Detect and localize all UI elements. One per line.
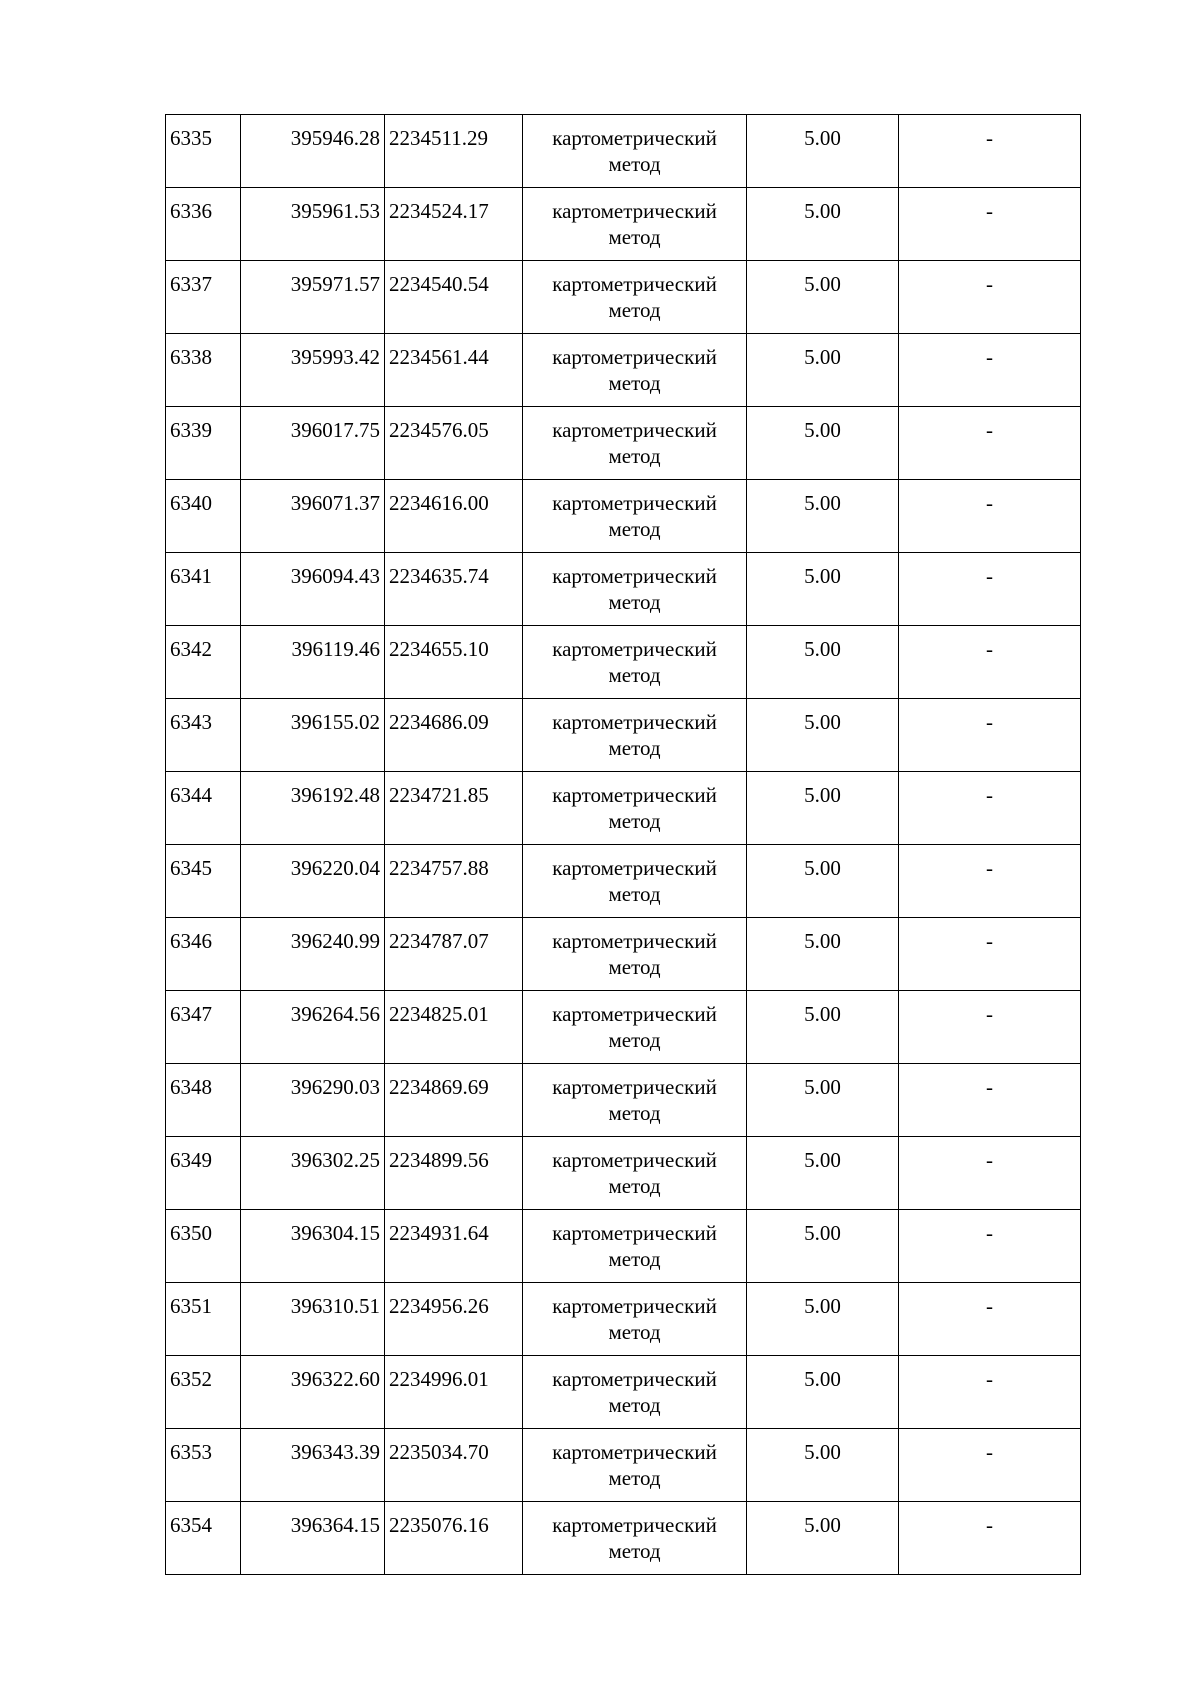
point-number-cell: 6344 <box>166 772 241 845</box>
x-coordinate-cell: 396322.60 <box>241 1356 385 1429</box>
description-cell: - <box>899 480 1081 553</box>
y-coordinate-cell: 2234686.09 <box>385 699 523 772</box>
y-coordinate-cell: 2234635.74 <box>385 553 523 626</box>
x-coordinate-cell: 396017.75 <box>241 407 385 480</box>
method-cell: картометрический метод <box>523 480 747 553</box>
point-number-cell: 6348 <box>166 1064 241 1137</box>
x-coordinate-cell: 396264.56 <box>241 991 385 1064</box>
y-coordinate-cell: 2234721.85 <box>385 772 523 845</box>
accuracy-cell: 5.00 <box>747 845 899 918</box>
y-coordinate-cell: 2234576.05 <box>385 407 523 480</box>
description-cell: - <box>899 845 1081 918</box>
point-number-cell: 6342 <box>166 626 241 699</box>
table-row <box>166 115 1081 188</box>
method-cell: картометрический метод <box>523 1283 747 1356</box>
table-row <box>166 626 1081 699</box>
table-row <box>166 1137 1081 1210</box>
method-cell: картометрический метод <box>523 1502 747 1575</box>
point-number-cell: 6336 <box>166 188 241 261</box>
table-row <box>166 1283 1081 1356</box>
description-cell: - <box>899 699 1081 772</box>
accuracy-cell: 5.00 <box>747 918 899 991</box>
table-row <box>166 918 1081 991</box>
description-cell: - <box>899 334 1081 407</box>
method-cell: картометрический метод <box>523 991 747 1064</box>
x-coordinate-cell: 395946.28 <box>241 115 385 188</box>
point-number-cell: 6340 <box>166 480 241 553</box>
x-coordinate-cell: 396343.39 <box>241 1429 385 1502</box>
y-coordinate-cell: 2234787.07 <box>385 918 523 991</box>
table-row <box>166 991 1081 1064</box>
method-cell: картометрический метод <box>523 845 747 918</box>
x-coordinate-cell: 396155.02 <box>241 699 385 772</box>
point-number-cell: 6354 <box>166 1502 241 1575</box>
point-number-cell: 6353 <box>166 1429 241 1502</box>
table-row <box>166 1429 1081 1502</box>
table-row <box>166 1502 1081 1575</box>
table-row <box>166 845 1081 918</box>
method-cell: картометрический метод <box>523 188 747 261</box>
point-number-cell: 6335 <box>166 115 241 188</box>
method-cell: картометрический метод <box>523 1210 747 1283</box>
table-row <box>166 407 1081 480</box>
table-row <box>166 1210 1081 1283</box>
description-cell: - <box>899 1210 1081 1283</box>
accuracy-cell: 5.00 <box>747 1356 899 1429</box>
description-cell: - <box>899 1356 1081 1429</box>
y-coordinate-cell: 2234869.69 <box>385 1064 523 1137</box>
x-coordinate-cell: 395971.57 <box>241 261 385 334</box>
accuracy-cell: 5.00 <box>747 1283 899 1356</box>
x-coordinate-cell: 396290.03 <box>241 1064 385 1137</box>
description-cell: - <box>899 918 1081 991</box>
table-row <box>166 553 1081 626</box>
y-coordinate-cell: 2234956.26 <box>385 1283 523 1356</box>
x-coordinate-cell: 396119.46 <box>241 626 385 699</box>
method-cell: картометрический метод <box>523 918 747 991</box>
y-coordinate-cell: 2235034.70 <box>385 1429 523 1502</box>
accuracy-cell: 5.00 <box>747 115 899 188</box>
table-row <box>166 1356 1081 1429</box>
y-coordinate-cell: 2234931.64 <box>385 1210 523 1283</box>
x-coordinate-cell: 396304.15 <box>241 1210 385 1283</box>
coordinates-table-body <box>166 115 1081 1575</box>
table-row <box>166 480 1081 553</box>
x-coordinate-cell: 396094.43 <box>241 553 385 626</box>
table-row <box>166 772 1081 845</box>
y-coordinate-cell: 2234524.17 <box>385 188 523 261</box>
x-coordinate-cell: 396364.15 <box>241 1502 385 1575</box>
point-number-cell: 6337 <box>166 261 241 334</box>
accuracy-cell: 5.00 <box>747 1429 899 1502</box>
point-number-cell: 6339 <box>166 407 241 480</box>
x-coordinate-cell: 395961.53 <box>241 188 385 261</box>
x-coordinate-cell: 395993.42 <box>241 334 385 407</box>
method-cell: картометрический метод <box>523 1064 747 1137</box>
point-number-cell: 6341 <box>166 553 241 626</box>
accuracy-cell: 5.00 <box>747 772 899 845</box>
description-cell: - <box>899 188 1081 261</box>
accuracy-cell: 5.00 <box>747 1064 899 1137</box>
accuracy-cell: 5.00 <box>747 188 899 261</box>
description-cell: - <box>899 261 1081 334</box>
method-cell: картометрический метод <box>523 772 747 845</box>
accuracy-cell: 5.00 <box>747 626 899 699</box>
table-row <box>166 261 1081 334</box>
x-coordinate-cell: 396192.48 <box>241 772 385 845</box>
description-cell: - <box>899 407 1081 480</box>
description-cell: - <box>899 115 1081 188</box>
x-coordinate-cell: 396220.04 <box>241 845 385 918</box>
method-cell: картометрический метод <box>523 1356 747 1429</box>
y-coordinate-cell: 2234825.01 <box>385 991 523 1064</box>
method-cell: картометрический метод <box>523 553 747 626</box>
accuracy-cell: 5.00 <box>747 1502 899 1575</box>
accuracy-cell: 5.00 <box>747 553 899 626</box>
accuracy-cell: 5.00 <box>747 334 899 407</box>
y-coordinate-cell: 2235076.16 <box>385 1502 523 1575</box>
method-cell: картометрический метод <box>523 261 747 334</box>
table-row <box>166 188 1081 261</box>
method-cell: картометрический метод <box>523 626 747 699</box>
table-row <box>166 699 1081 772</box>
coordinates-table <box>165 114 1081 1575</box>
point-number-cell: 6350 <box>166 1210 241 1283</box>
y-coordinate-cell: 2234899.56 <box>385 1137 523 1210</box>
method-cell: картометрический метод <box>523 407 747 480</box>
point-number-cell: 6352 <box>166 1356 241 1429</box>
y-coordinate-cell: 2234616.00 <box>385 480 523 553</box>
accuracy-cell: 5.00 <box>747 991 899 1064</box>
description-cell: - <box>899 991 1081 1064</box>
point-number-cell: 6343 <box>166 699 241 772</box>
point-number-cell: 6349 <box>166 1137 241 1210</box>
y-coordinate-cell: 2234511.29 <box>385 115 523 188</box>
accuracy-cell: 5.00 <box>747 407 899 480</box>
x-coordinate-cell: 396240.99 <box>241 918 385 991</box>
x-coordinate-cell: 396310.51 <box>241 1283 385 1356</box>
point-number-cell: 6351 <box>166 1283 241 1356</box>
description-cell: - <box>899 1502 1081 1575</box>
description-cell: - <box>899 626 1081 699</box>
method-cell: картометрический метод <box>523 1137 747 1210</box>
table-row <box>166 1064 1081 1137</box>
accuracy-cell: 5.00 <box>747 699 899 772</box>
accuracy-cell: 5.00 <box>747 261 899 334</box>
accuracy-cell: 5.00 <box>747 1137 899 1210</box>
method-cell: картометрический метод <box>523 334 747 407</box>
description-cell: - <box>899 1064 1081 1137</box>
y-coordinate-cell: 2234996.01 <box>385 1356 523 1429</box>
description-cell: - <box>899 772 1081 845</box>
y-coordinate-cell: 2234655.10 <box>385 626 523 699</box>
y-coordinate-cell: 2234540.54 <box>385 261 523 334</box>
description-cell: - <box>899 1137 1081 1210</box>
table-row <box>166 334 1081 407</box>
method-cell: картометрический метод <box>523 699 747 772</box>
accuracy-cell: 5.00 <box>747 1210 899 1283</box>
point-number-cell: 6338 <box>166 334 241 407</box>
accuracy-cell: 5.00 <box>747 480 899 553</box>
description-cell: - <box>899 1429 1081 1502</box>
y-coordinate-cell: 2234757.88 <box>385 845 523 918</box>
method-cell: картометрический метод <box>523 1429 747 1502</box>
point-number-cell: 6345 <box>166 845 241 918</box>
point-number-cell: 6347 <box>166 991 241 1064</box>
description-cell: - <box>899 553 1081 626</box>
point-number-cell: 6346 <box>166 918 241 991</box>
y-coordinate-cell: 2234561.44 <box>385 334 523 407</box>
method-cell: картометрический метод <box>523 115 747 188</box>
x-coordinate-cell: 396302.25 <box>241 1137 385 1210</box>
x-coordinate-cell: 396071.37 <box>241 480 385 553</box>
description-cell: - <box>899 1283 1081 1356</box>
